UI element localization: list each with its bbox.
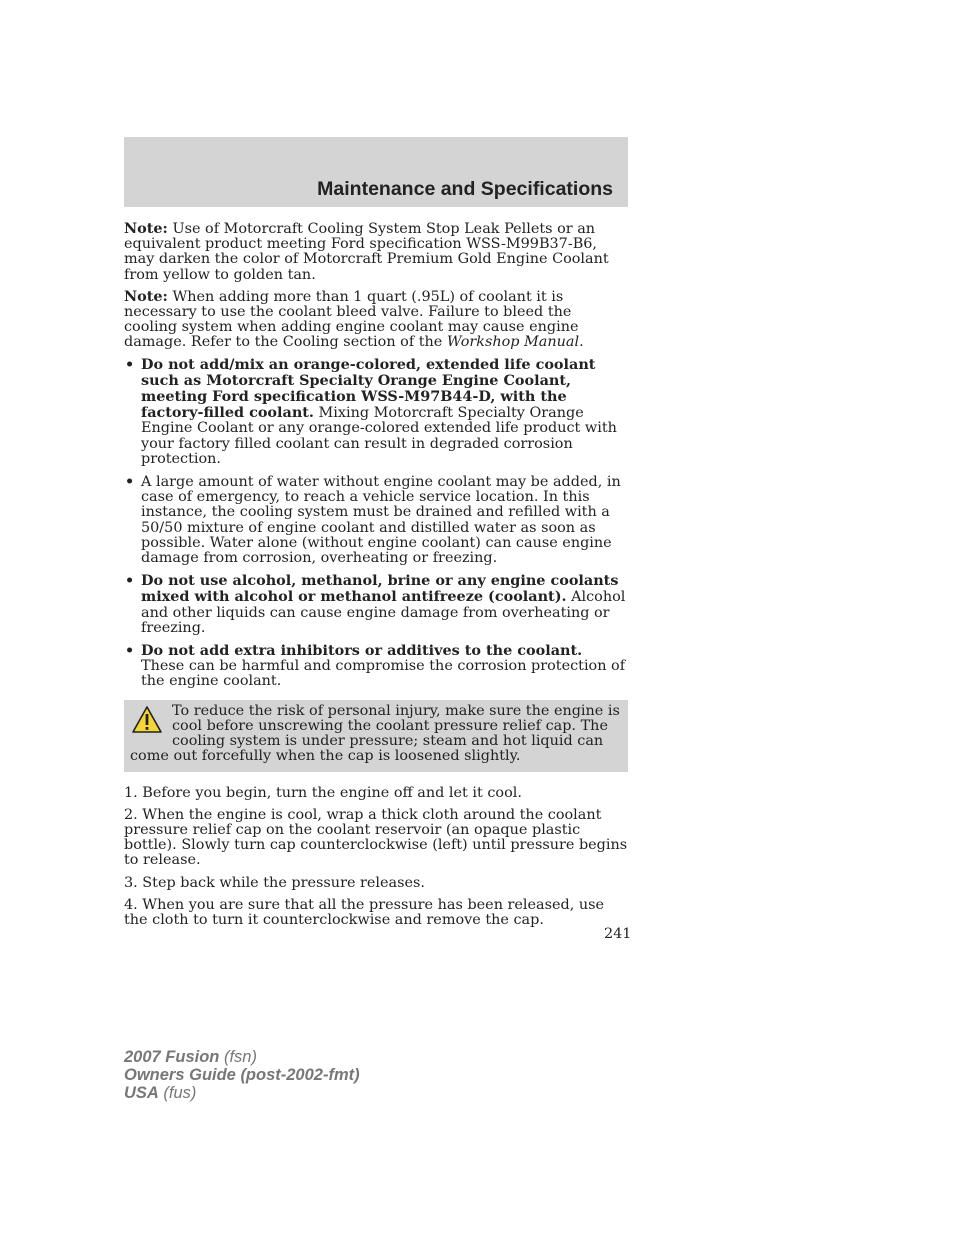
warning-box xyxy=(124,700,628,772)
section-header-band xyxy=(124,137,628,207)
step-item: 3. Step back while the pressure releases. xyxy=(124,874,425,891)
bullet-bold-text: Do not use alcohol, methanol, brine or any engine coolants mixed with alcohol or methanol antifreeze (coolant). xyxy=(141,572,619,606)
page-number: 241 xyxy=(604,926,632,942)
bullet-glyph: • xyxy=(125,473,135,491)
list-item xyxy=(124,474,628,566)
bullet-bold-text: Do not add/mix an orange-colored, extended life coolant such as Motorcraft Specialty Orange Engine Coolant, meeting Ford specification WSS-M97B44-D, with the factory-filled coolant. xyxy=(141,355,596,422)
footer-model: 2007 Fusion xyxy=(124,1048,220,1066)
bullet-text: A large amount of water without engine coolant may be added, in case of emergency, to reach a vehicle service location. In this instance, the cooling system must be drained and refilled with a 50/50 mixture of engine coolant and distilled water as soon as possible. Water alone (without engine coolant) can cause engine damage from corrosion, overheating or freezing. xyxy=(141,474,621,567)
footer-line-2 xyxy=(124,1066,360,1084)
section-title: Maintenance and Specifications xyxy=(317,178,613,200)
bullet-list xyxy=(124,357,628,690)
note-text: Use of Motorcraft Cooling System Stop Leak Pellets or an equivalent product meeting Ford specification WSS-M99B37-B6, may darken the color of Motorcraft Premium Gold Engine Coolant from yellow to golden tan. xyxy=(124,221,609,283)
step-item: 4. When you are sure that all the pressure has been released, use the cloth to turn it counterclockwise and remove the cap. xyxy=(124,896,605,928)
footer-line-1 xyxy=(124,1048,360,1066)
note-label: Note: xyxy=(124,287,168,305)
bullet-glyph: • xyxy=(125,355,135,373)
footer-model-code: (fsn) xyxy=(219,1048,257,1066)
step-item: 1. Before you begin, turn the engine off and let it cool. xyxy=(124,784,522,801)
document-footer xyxy=(124,1048,360,1102)
steps-list xyxy=(124,786,628,929)
footer-guide: Owners Guide (post-2002-fmt) xyxy=(124,1066,360,1084)
note-label: Note: xyxy=(124,220,168,237)
note-text-end: . xyxy=(579,334,584,351)
bullet-text: Alcohol and other liquids can cause engine damage from overheating or freezing. xyxy=(141,589,626,636)
bullet-text: Mixing Motorcraft Specialty Orange Engine Coolant or any orange-colored extended life product with your factory filled coolant can result in degraded corrosion protection. xyxy=(141,405,617,467)
bullet-text: These can be harmful and compromise the corrosion protection of the engine coolant. xyxy=(141,658,626,690)
note-1 xyxy=(124,221,628,283)
footer-line-3 xyxy=(124,1084,360,1102)
warning-triangle-icon xyxy=(130,704,164,736)
list-item xyxy=(124,357,628,467)
page-content xyxy=(124,221,628,935)
step-item: 2. When the engine is cool, wrap a thick cloth around the coolant pressure relief cap on the coolant reservoir (an opaque plastic bottle). Slowly turn cap counterclockwise (left) until pressure begins to release. xyxy=(124,806,628,869)
bullet-bold-text: Do not add extra inhibitors or additives to the coolant. xyxy=(141,642,583,660)
note-text: When adding more than 1 quart (.95L) of coolant it is necessary to use the coolant bleed valve. Failure to bleed the cooling system when adding engine coolant may cause engine damage. Refer to the Cooling section of the xyxy=(124,288,579,351)
list-item xyxy=(124,573,628,636)
footer-market: USA xyxy=(124,1084,159,1102)
warning-text: To reduce the risk of personal injury, make sure the engine is cool before unscrewing the coolant pressure relief cap. The cooling system is under pressure; steam and hot liquid can come out forcefully when the cap is loosened slightly. xyxy=(130,702,620,765)
note-2 xyxy=(124,289,628,351)
bullet-glyph: • xyxy=(125,642,135,660)
footer-market-code: (fus) xyxy=(158,1084,197,1102)
bullet-glyph: • xyxy=(125,572,135,590)
list-item xyxy=(124,643,628,690)
workshop-manual-ref: Workshop Manual xyxy=(446,334,580,351)
